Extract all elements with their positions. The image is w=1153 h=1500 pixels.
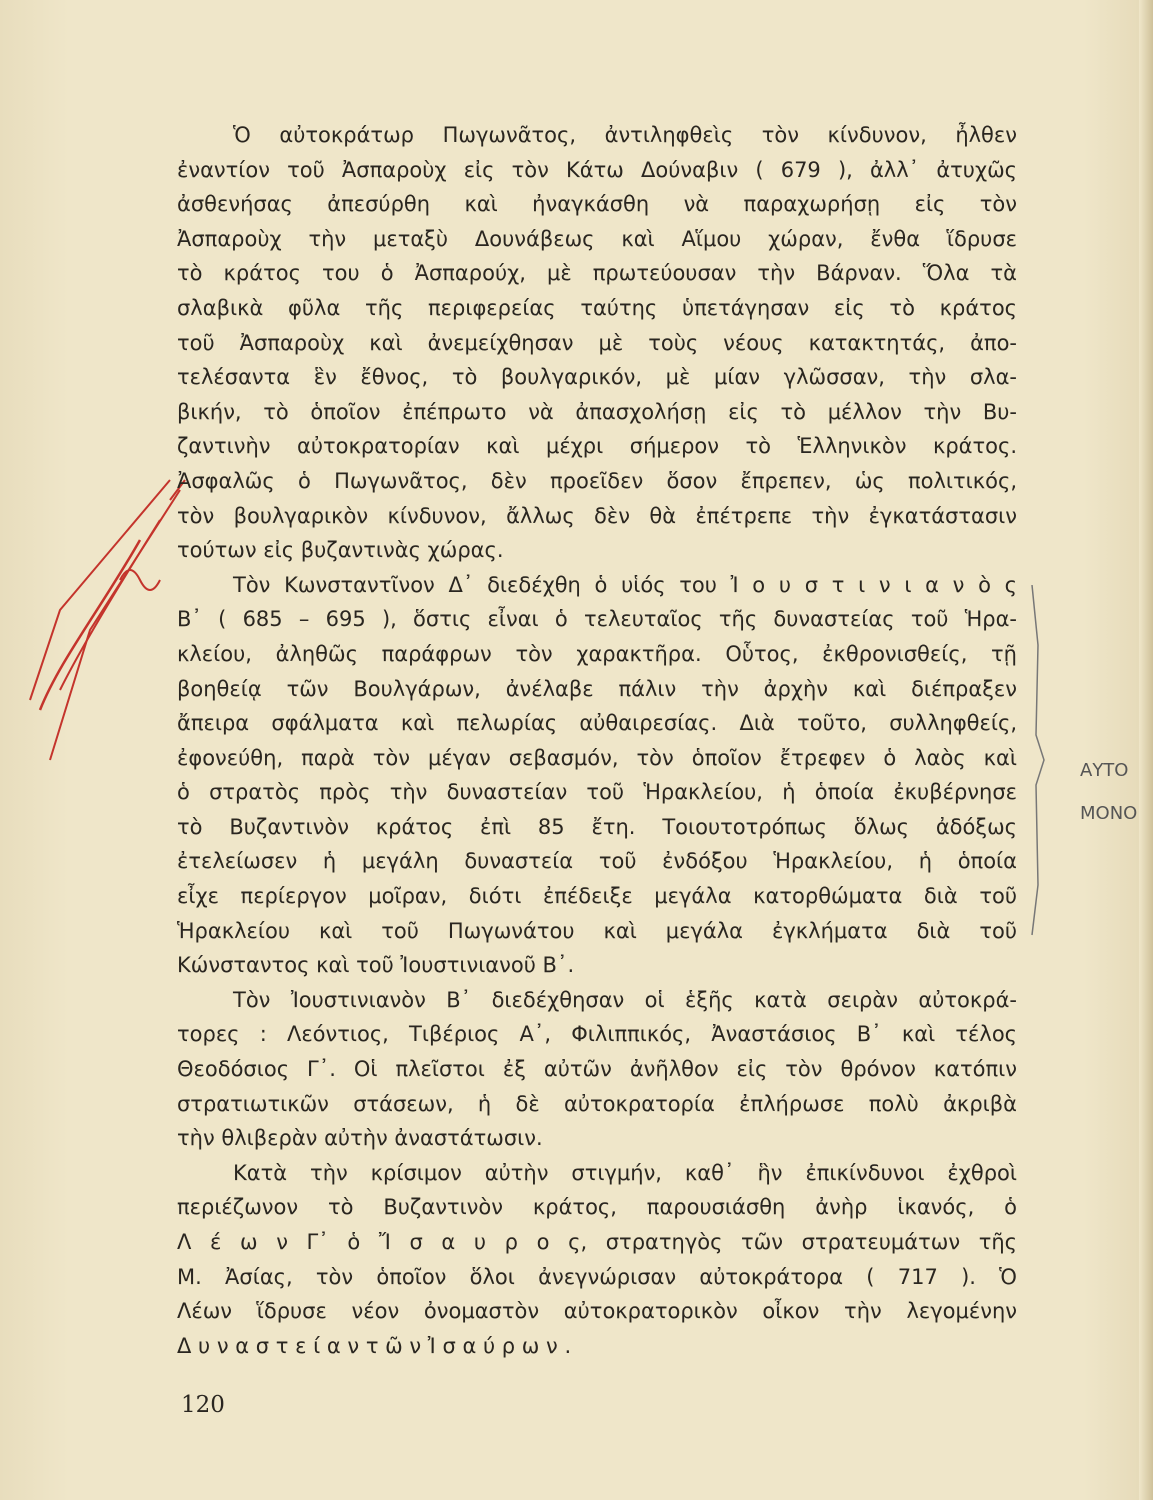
text-line: τὸ Βυζαντινὸν κράτος ἐπὶ 85 ἔτη. Τοιουτοτρόπως ὅλως ἀδόξως [177, 814, 1017, 839]
red-handwritten-annotation [20, 460, 190, 800]
text-line: στρατιωτικῶν στάσεων, ἡ δὲ αὐτοκρατορία ἐπλήρωσε πολὺ ἀκριβὰ [177, 1091, 1017, 1116]
text-line: Τὸν Ἰουστινιανὸν Β᾽ διεδέχθησαν οἱ ἑξῆς κατὰ σειρὰν αὐτοκρά- [233, 987, 1017, 1012]
text-line: ἀσθενήσας ἀπεσύρθη καὶ ἠναγκάσθη νὰ παραχωρήσῃ εἰς τὸν [177, 192, 1017, 217]
text-line: Μ. Ἀσίας, τὸν ὁποῖον ὅλοι ἀνεγνώρισαν αὐτοκράτορα ( 717 ). Ὁ [177, 1264, 1017, 1289]
text-line: Ὁ αὐτοκράτωρ Πωγωνᾶτος, ἀντιληφθεὶς τὸν κίνδυνον, ἦλθεν [233, 123, 1017, 147]
text-line: τὴν θλιβερὰν αὐτὴν ἀναστάτωσιν. [177, 1126, 543, 1151]
page-edge-shadow [1139, 0, 1153, 1500]
paragraph-1 [177, 118, 1017, 568]
paragraph-4 [177, 1156, 1017, 1364]
text-line: Β᾽ ( 685 – 695 ), ὅστις εἶναι ὁ τελευταῖος τῆς δυναστείας τοῦ Ἡρα- [177, 607, 1017, 632]
text-line: Λ έ ω ν Γ᾽ ὁ Ἴ σ α υ ρ ο ς, στρατηγὸς τῶν στρατευμάτων τῆς [177, 1230, 1017, 1254]
text-line: τὸν βουλγαρικὸν κίνδυνον, ἄλλως δὲν θὰ ἐπέτρεπε τὴν ἐγκατάστασιν [177, 503, 1017, 528]
body-text [177, 118, 1017, 1363]
text-line: ζαντινὴν αὐτοκρατορίαν καὶ μέχρι σήμερον τὸ Ἑλληνικὸν κράτος. [177, 434, 1017, 459]
text-line: Κώνσταντος καὶ τοῦ Ἰουστινιανοῦ Β᾽. [177, 953, 575, 978]
paragraph-2 [177, 568, 1017, 983]
text-line: σλαβικὰ φῦλα τῆς περιφερείας ταύτης ὑπετάγησαν εἰς τὸ κράτος [177, 295, 1017, 320]
text-line: τελέσαντα ἓν ἔθνος, τὸ βουλγαρικόν, μὲ μίαν γλῶσσαν, τὴν σλα- [177, 365, 1017, 390]
paragraph-3 [177, 983, 1017, 1156]
text-line: κλείου, ἀληθῶς παράφρων τὸν χαρακτῆρα. Οὗτος, ἐκθρονισθείς, τῇ [177, 641, 1017, 666]
text-line: εἶχε περίεργον μοῖραν, διότι ἐπέδειξε μεγάλα κατορθώματα διὰ τοῦ [177, 884, 1017, 909]
text-line: βικήν, τὸ ὁποῖον ἐπέπρωτο νὰ ἀπασχολήσῃ εἰς τὸ μέλλον τὴν Βυ- [177, 399, 1017, 424]
pencil-bracket-mark [1030, 585, 1052, 945]
text-line: ὁ στρατὸς πρὸς τὴν δυναστείαν τοῦ Ἡρακλείου, ἡ ὁποία ἐκυβέρνησε [177, 780, 1017, 805]
text-line: Θεοδόσιος Γ᾽. Οἱ πλεῖστοι ἐξ αὐτῶν ἀνῆλθον εἰς τὸν θρόνον κατόπιν [177, 1057, 1017, 1082]
text-line: Κατὰ τὴν κρίσιμον αὐτὴν στιγμήν, καθ᾽ ἣν ἐπικίνδυνοι ἐχθροὶ [233, 1160, 1017, 1185]
text-line: Τὸν Κωνσταντῖνον Δ᾽ διεδέχθη ὁ υἱός του Ἰ ο υ σ τ ι ν ι α ν ὸ ς [233, 572, 1017, 597]
margin-note-line-2: ΜΟΝΟ [1080, 803, 1138, 824]
text-line: τορες : Λεόντιος, Τιβέριος Α᾽, Φιλιππικός, Ἀναστάσιος Β᾽ καὶ τέλος [177, 1022, 1017, 1047]
text-line: τούτων εἰς βυζαντινὰς χώρας. [177, 538, 504, 563]
text-line: Δ υ ν α σ τ ε ί α ν τ ῶ ν Ἰ σ α ύ ρ ω ν . [177, 1333, 572, 1358]
page-number: 120 [181, 1392, 225, 1418]
text-line: Ἡρακλείου καὶ τοῦ Πωγωνάτου καὶ μεγάλα ἐγκλήματα διὰ τοῦ [177, 918, 1017, 943]
text-line: ἐτελείωσεν ἡ μεγάλη δυναστεία τοῦ ἐνδόξου Ἡρακλείου, ἡ ὁποία [177, 849, 1017, 874]
text-line: Ἀσφαλῶς ὁ Πωγωνᾶτος, δὲν προεῖδεν ὅσον ἔπρεπεν, ὡς πολιτικός, [177, 468, 1017, 493]
text-line: τοῦ Ἀσπαροὺχ καὶ ἀνεμείχθησαν μὲ τοὺς νέους κατακτητάς, ἀπο- [177, 330, 1017, 355]
text-line: ἐφονεύθη, παρὰ τὸν μέγαν σεβασμόν, τὸν ὁποῖον ἔτρεφεν ὁ λαὸς καὶ [177, 745, 1017, 770]
margin-note-line-1: ΑΥΤΟ [1080, 760, 1129, 781]
text-line: Ἀσπαροὺχ τὴν μεταξὺ Δουνάβεως καὶ Αἵμου χώραν, ἔνθα ἵδρυσε [177, 226, 1017, 251]
text-line: περιέζωνον τὸ Βυζαντινὸν κράτος, παρουσιάσθη ἀνὴρ ἱκανός, ὁ [177, 1195, 1017, 1220]
text-line: βοηθείᾳ τῶν Βουλγάρων, ἀνέλαβε πάλιν τὴν ἀρχὴν καὶ διέπραξεν [177, 676, 1017, 701]
text-line: Λέων ἵδρυσε νέον ὀνομαστὸν αὐτοκρατορικὸν οἶκον τὴν λεγομένην [177, 1299, 1017, 1324]
text-line: ἐναντίον τοῦ Ἀσπαροὺχ εἰς τὸν Κάτω Δούναβιν ( 679 ), ἀλλ᾽ ἀτυχῶς [177, 157, 1017, 182]
pencil-margin-note [1080, 760, 1137, 824]
text-line: ἄπειρα σφάλματα καὶ πελωρίας αὐθαιρεσίας. Διὰ τοῦτο, συλληφθείς, [177, 711, 1017, 736]
text-line: τὸ κράτος του ὁ Ἀσπαρούχ, μὲ πρωτεύουσαν τὴν Βάρναν. Ὅλα τὰ [177, 261, 1017, 286]
